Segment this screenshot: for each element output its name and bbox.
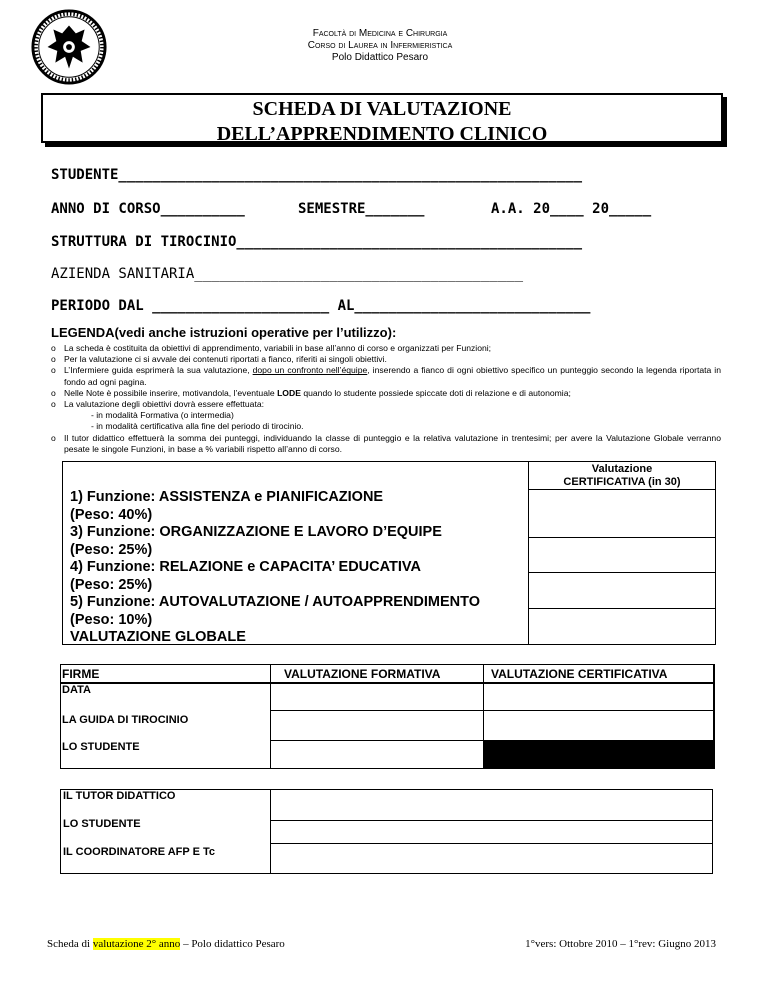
- score-cell-line: [528, 537, 716, 538]
- funzione-row: 4) Funzione: RELAZIONE e CAPACITA’ EDUCATIVA: [70, 559, 421, 575]
- title-line-1: SCHEDA DI VALUTAZIONE: [252, 98, 512, 120]
- legend-item: [51, 388, 721, 399]
- azienda-field[interactable]: AZIENDA SANITARIA_______________________________________: [51, 266, 524, 282]
- footer-right: 1°vers: Ottobre 2010 – 1°rev: Giugno 2013: [525, 938, 716, 950]
- legend-subitem: - in modalità Formativa (o intermedia): [91, 410, 234, 421]
- valutazione-column-header: [529, 463, 715, 489]
- legend-title: LEGENDA(vedi anche istruzioni operative per l’utilizzo):: [51, 325, 397, 340]
- firme2-bottom-border: [60, 873, 713, 874]
- shaded-cell: [484, 741, 715, 769]
- legend-text: , inserendo a fianco di ogni obiettivo specifico un punteggio secondo la legenda riportata in fondo ad ogni pagina.: [64, 365, 721, 387]
- table-divider: [528, 489, 716, 490]
- footer-text: Scheda di: [47, 938, 93, 950]
- funzione-peso: (Peso: 25%): [70, 541, 153, 558]
- score-cell-line: [528, 572, 716, 573]
- firme2-column-divider: [270, 789, 271, 874]
- firme2-row-line: [270, 820, 713, 821]
- firme-left-border: [60, 664, 61, 769]
- funzione-row: 5) Funzione: AUTOVALUTAZIONE / AUTOAPPRENDIMENTO: [70, 594, 481, 610]
- guida-tirocinio-label: LA GUIDA DI TIROCINIO: [62, 714, 189, 726]
- document-title-box: [41, 93, 723, 143]
- firme-header-top: [60, 664, 715, 665]
- valutazione-globale: VALUTAZIONE GLOBALE: [70, 629, 246, 645]
- funzione-peso: (Peso: 25%): [70, 576, 153, 593]
- funzione-peso: (Peso: 10%): [70, 611, 153, 628]
- legend-item: o Per la valutazione ci si avvale dei contenuti riportati a fianco, riferiti ai singoli obiettivi.: [51, 354, 721, 365]
- legend-item: o La scheda è costituita da obiettivi di apprendimento, variabili in base all’anno di corso e organizzati per Funzioni;: [51, 343, 721, 354]
- studente-label-2: LO STUDENTE: [63, 818, 141, 830]
- funzione-peso: (Peso: 40%): [70, 506, 153, 523]
- anno-corso-field[interactable]: ANNO DI CORSO__________: [51, 201, 245, 217]
- firme2-row-line: [270, 843, 713, 844]
- legend-underlined-text: dopo un confronto nell’équipe: [252, 365, 368, 376]
- studente-label: LO STUDENTE: [62, 741, 140, 753]
- firme2-right-border: [712, 789, 713, 874]
- firme-column-divider: [270, 664, 271, 769]
- firme-row-line: [270, 710, 715, 711]
- struttura-field[interactable]: STRUTTURA DI TIROCINIO_________________________________________: [51, 234, 583, 250]
- firme-label: FIRME: [62, 667, 100, 681]
- title-line-2: DELL’APPRENDIMENTO CLINICO: [216, 123, 548, 145]
- campus-name: Polo Didattico Pesaro: [331, 52, 429, 63]
- column-header-line: CERTIFICATIVA (in 30): [563, 476, 681, 488]
- firme2-left-border: [60, 789, 61, 874]
- footer-left: [47, 938, 285, 950]
- valutazione-formativa-header: VALUTAZIONE FORMATIVA: [284, 667, 441, 681]
- funzioni-list: [70, 489, 526, 647]
- coordinatore-label: IL COORDINATORE AFP E Tc: [63, 846, 215, 858]
- legend-text: L’Infermiere guida esprimerà la sua valutazione,: [64, 365, 253, 376]
- course-name: Corso di Laurea in Infermieristica: [307, 40, 453, 51]
- score-cell-line: [528, 608, 716, 609]
- legend-subitem: - in modalità certificativa alla fine del periodo di tirocinio.: [91, 421, 304, 432]
- funzione-row: 3) Funzione: ORGANIZZAZIONE E LAVORO D’EQUIPE: [70, 524, 442, 540]
- tutor-didattico-label: IL TUTOR DIDATTICO: [63, 790, 176, 802]
- column-header-line: Valutazione: [591, 463, 653, 475]
- firme-header-bottom: [60, 682, 715, 684]
- faculty-header: [180, 28, 580, 64]
- anno-accademico-field[interactable]: A.A. 20____ 20_____: [491, 201, 652, 217]
- data-label: DATA: [62, 684, 91, 696]
- legend-item: o La valutazione degli obiettivi dovrà essere effettuata:: [51, 399, 721, 410]
- semestre-field[interactable]: SEMESTRE_______: [298, 201, 425, 217]
- footer-text: – Polo didattico Pesaro: [180, 938, 285, 950]
- legend-item: o Il tutor didattico effettuerà la somma dei punteggi, individuando la classe di punteggio e la relativa valutazione in trentesimi; per avere la Valutazione Globale verranno pesate le singole Funzioni, in base a % variabili rispetto all’anno di corso.: [51, 433, 721, 455]
- legend-item: [51, 365, 721, 387]
- legend-bold-text: LODE: [277, 387, 301, 398]
- legend-text: Nelle Note è possibile inserire, motivandola, l’eventuale: [64, 387, 278, 398]
- periodo-field[interactable]: PERIODO DAL _____________________ AL____________________________: [51, 298, 591, 314]
- legend-text: quando lo studente possiede spiccate doti di relazione e di autonomia;: [300, 387, 571, 398]
- funzione-row: 1) Funzione: ASSISTENZA e PIANIFICAZIONE: [70, 489, 384, 505]
- university-seal-icon: [30, 8, 108, 86]
- valutazione-certificativa-header: VALUTAZIONE CERTIFICATIVA: [491, 667, 668, 681]
- footer-highlight: valutazione 2° anno: [92, 938, 181, 950]
- faculty-name: Facoltà di Medicina e Chirurgia: [312, 28, 448, 39]
- legend-list: [51, 343, 721, 455]
- studente-field[interactable]: STUDENTE_______________________________________________________: [51, 167, 583, 183]
